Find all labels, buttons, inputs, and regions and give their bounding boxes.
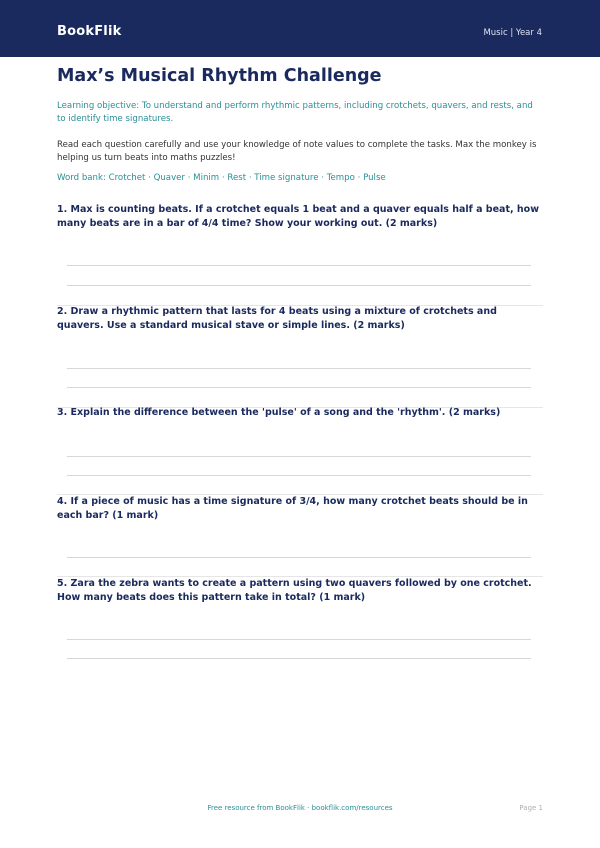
question-5: 5. Zara the zebra wants to create a pattern using two quavers followed by one crotchet. How many beats does this pattern take in total? (1 mark) — [57, 578, 532, 603]
word-bank: Word bank: Crotchet · Quaver · Minim · Rest · Time signature · Tempo · Pulse — [57, 173, 386, 183]
answer-line[interactable] — [67, 387, 531, 388]
answer-line[interactable] — [67, 265, 531, 266]
answer-line[interactable] — [67, 557, 531, 558]
question-3: 3. Explain the difference between the 'pulse' of a song and the 'rhythm'. (2 marks) — [57, 407, 501, 418]
answer-line[interactable] — [67, 368, 531, 369]
brand-logo-text: BookFlik — [57, 24, 122, 39]
answer-line[interactable] — [67, 456, 531, 457]
intro-text: Read each question carefully and use your knowledge of note values to complete the tasks. Max the monkey is helping us turn beats into maths puzzles! — [57, 140, 537, 163]
question-1: 1. Max is counting beats. If a crotchet equals 1 beat and a quaver equals half a beat, how many beats are in a bar of 4/4 time? Show your working out. (2 marks) — [57, 204, 539, 229]
answer-line[interactable] — [67, 639, 531, 640]
footer-resource-link[interactable]: Free resource from BookFlik · bookflik.com/resources — [207, 804, 393, 812]
page-title: Max’s Musical Rhythm Challenge — [57, 66, 382, 86]
page-number: Page 1 — [519, 804, 543, 812]
question-2: 2. Draw a rhythmic pattern that lasts for 4 beats using a mixture of crotchets and quavers. Use a standard musical stave or simple lines. (2 marks) — [57, 306, 497, 331]
question-4: 4. If a piece of music has a time signature of 3/4, how many crotchet beats should be in each bar? (1 mark) — [57, 496, 528, 521]
answer-line[interactable] — [67, 475, 531, 476]
answer-line[interactable] — [67, 658, 531, 659]
header-bar — [0, 0, 600, 57]
answer-line[interactable] — [67, 285, 531, 286]
subject-year-label: Music | Year 4 — [483, 28, 542, 38]
learning-objective: Learning objective: To understand and perform rhythmic patterns, including crotchets, quavers, and rests, and to identify time signatures. — [57, 101, 533, 124]
